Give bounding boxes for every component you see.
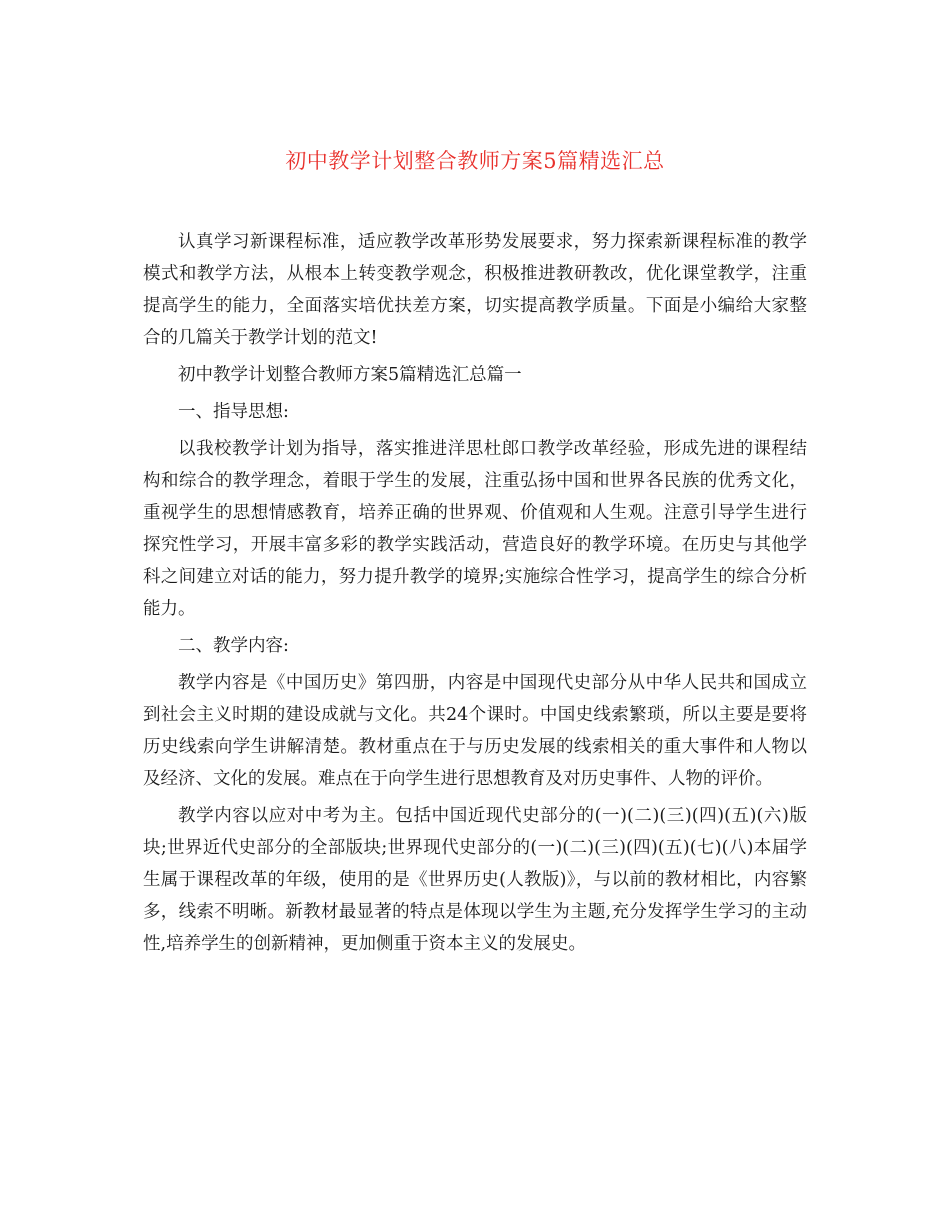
paragraph-guiding-ideology: 以我校教学计划为指导，落实推进洋思杜郎口教学改革经验，形成先进的课程结构和综合的教学理念，着眼于学生的发展，注重弘扬中国和世界各民族的优秀文化，重视学生的思想情感教育，培养正确的世界观、价值观和人生观。注意引导学生进行探究性学习，开展丰富多彩的教学实践活动，营造良好的教学环境。在历史与其他学科之间建立对话的能力，努力提升教学的境界;实施综合性学习，提高学生的综合分析能力。: [143, 439, 807, 619]
paragraph-heading-guiding-ideology: 一、指导思想:: [178, 402, 289, 422]
document-title: 初中教学计划整合教师方案5篇精选汇总: [285, 149, 665, 173]
paragraph-heading-teaching-content: 二、教学内容:: [178, 636, 289, 656]
paragraph-section-heading: 初中教学计划整合教师方案5篇精选汇总篇一: [178, 365, 522, 385]
document-body: [143, 226, 807, 960]
paragraph-teaching-content: 教学内容是《中国历史》第四册，内容是中国现代史部分从中华人民共和国成立到社会主义时期的建设成就与文化。共24个课时。中国史线索繁琐，所以主要是要将历史线索向学生讲解清楚。教材重点在于与历史发展的线索相关的重大事件和人物以及经济、文化的发展。难点在于向学生进行思想教育及对历史事件、人物的评价。: [143, 673, 807, 789]
paragraph-intro: 认真学习新课程标准，适应教学改革形势发展要求，努力探索新课程标准的教学模式和教学方法，从根本上转变教学观念，积极推进教研教改，优化课堂教学，注重提高学生的能力，全面落实培优扶差方案，切实提高教学质量。下面是小编给大家整合的几篇关于教学计划的范文!: [143, 232, 807, 348]
paragraph-teaching-content-exam: 教学内容以应对中考为主。包括中国近现代史部分的(一)(二)(三)(四)(五)(六)版块;世界近代史部分的全部版块;世界现代史部分的(一)(二)(三)(四)(五)(七)(八)本届学生属于课程改革的年级，使用的是《世界历史(人教版)》，与以前的教材相比，内容繁多，线索不明晰。新教材最显著的特点是体现以学生为主题,充分发挥学生学习的主动性,培养学生的创新精神，更加侧重于资本主义的发展史。: [143, 806, 807, 954]
